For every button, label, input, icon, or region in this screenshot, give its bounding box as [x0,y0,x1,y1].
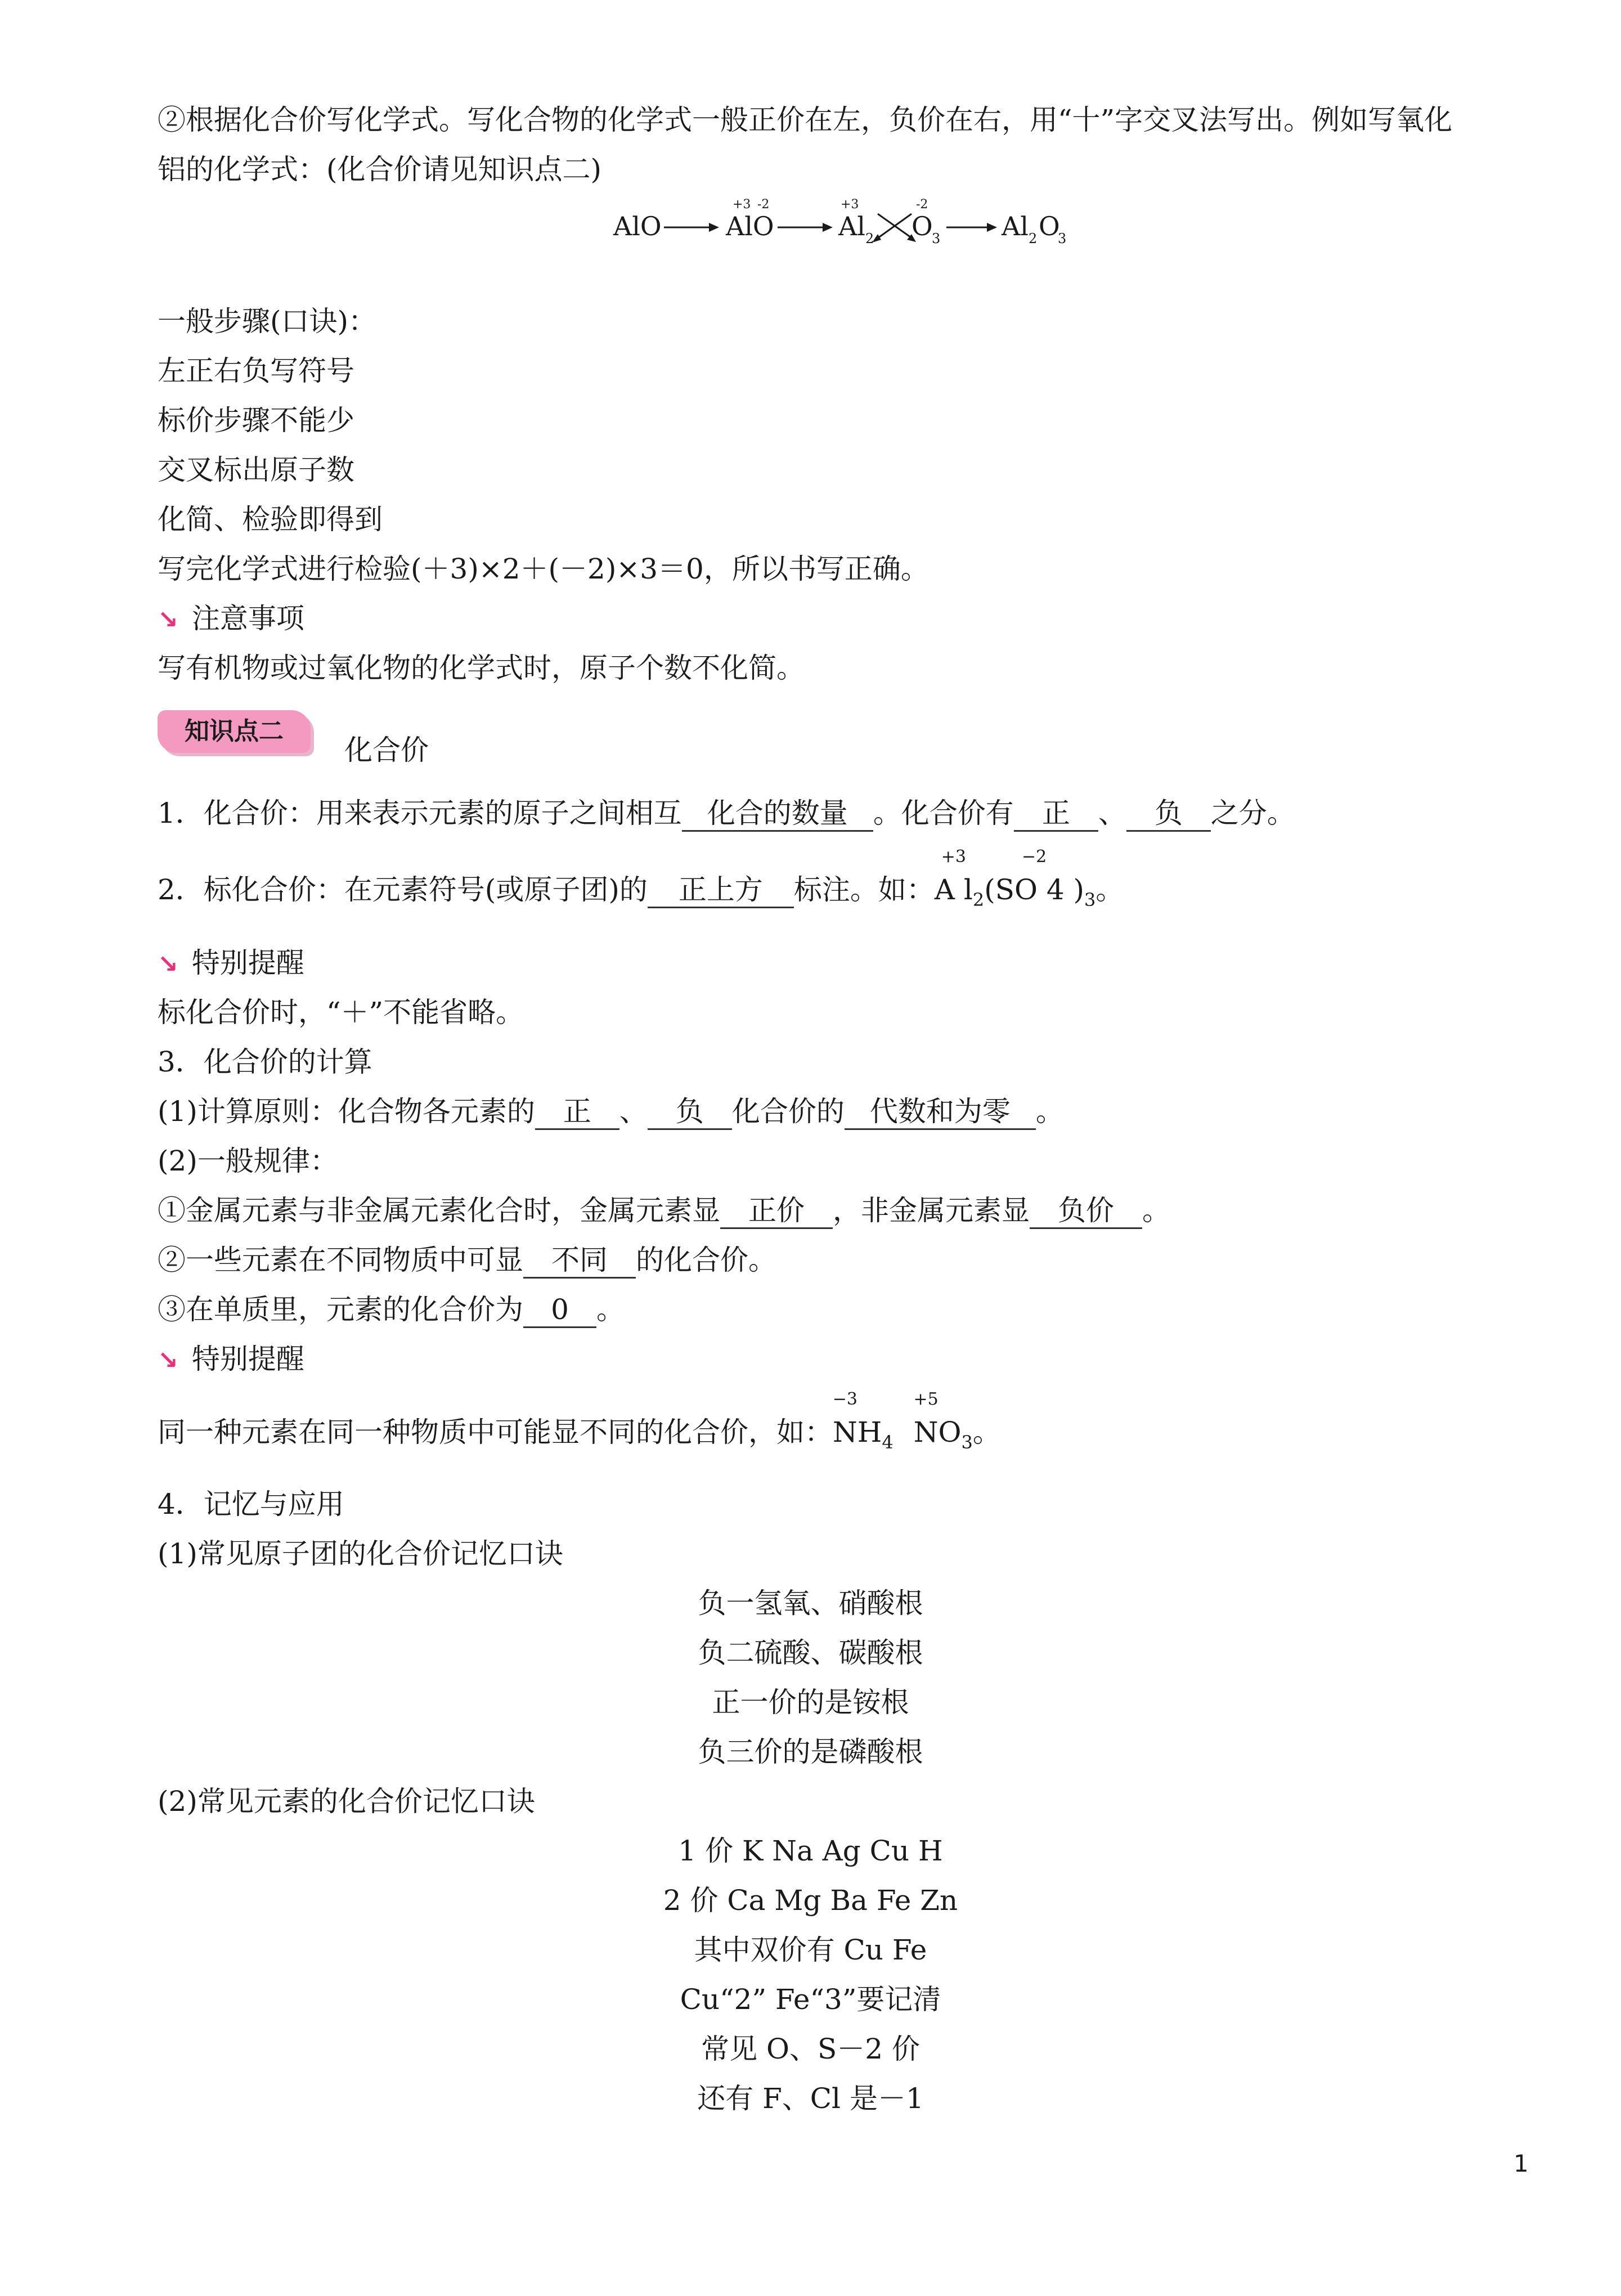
formula-arrowhead-3 [987,223,997,232]
paragraph-1 [158,795,1295,832]
steps-item-4: 化简、检验即得到 [158,503,383,536]
text: 。 [1095,873,1124,906]
answer-blank: 负 [1126,796,1211,832]
text: 。化合价有 [873,797,1014,829]
formula-result-o: O [1039,211,1060,241]
note-title: 特别提醒 [191,1343,304,1375]
text: 。 [596,1293,625,1326]
answer-blank: 正 [1014,796,1098,832]
verse-line: 其中双价有 Cu Fe [694,1934,927,1966]
note-heading [158,944,304,983]
verse-line: 负一氢氧、硝酸根 [698,1587,923,1620]
formula-result-o-sub: 3 [1058,231,1067,246]
text: ①金属元素与非金属元素化合时，金属元素显 [158,1194,720,1227]
answer-blank: 负 [648,1095,732,1130]
formula-arrowhead-1 [709,223,719,232]
rule-1 [158,1093,1064,1130]
subscript: 2 [972,889,985,911]
note-text: 写有机物或过氧化物的化学式时，原子个数不化简。 [158,652,805,684]
verse-line: 正一价的是铵根 [712,1686,909,1719]
text: ③在单质里，元素的化合价为 [158,1293,523,1326]
rule-2: (2)一般规律： [158,1145,338,1177]
valence-mark: +5 [913,1389,939,1409]
verse-line: 还有 F、Cl 是－1 [697,2082,924,2115]
answer-blank: 正上方 [648,873,794,908]
valence-example-so4 [984,847,1085,908]
text: 、 [619,1095,648,1128]
formula-step3-al-valence: +3 [841,198,859,212]
formula-step2-o-valence: -2 [757,198,770,212]
formula-step3-al: Al [838,211,865,241]
valence-mark: −3 [832,1389,857,1409]
symbol: (SO 4 ) [984,873,1085,906]
text: ，非金属元素显 [833,1194,1030,1227]
text: (1)计算原则：化合物各元素的 [158,1095,535,1128]
text: 。 [1035,1095,1064,1128]
note-text: 标化合价时，“＋”不能省略。 [158,996,524,1029]
note-heading [158,1340,304,1379]
symbol: N [913,1416,939,1449]
verse-line: 常见 O、S－2 价 [701,2033,920,2065]
valence-mark: −2 [1021,847,1047,867]
note-title: 特别提醒 [191,947,304,979]
valence-example-al [934,847,973,908]
note-example [158,1389,1001,1461]
formula-step1: AlO [613,211,662,241]
intro-line-1: ②根据化合价写化学式。写化合物的化学式一般正价在左，负价在右，用“十”字交叉法写出。例如写氧化 [158,104,1453,136]
text: 1．化合价：用来表示元素的原子之间相互 [158,797,682,829]
note-title: 注意事项 [191,602,304,635]
steps-item-1: 左正右负写符号 [158,355,354,387]
subheading-2: (2)常见元素的化合价记忆口诀 [158,1785,535,1818]
subscript: 3 [1084,889,1096,911]
intro-line-2: 铝的化学式：(化合价请见知识点二) [158,153,602,186]
verse-line: 2 价 Ca Mg Ba Fe Zn [663,1884,958,1917]
answer-blank: 正价 [720,1194,833,1229]
verse-line: 负二硫酸、碳酸根 [698,1636,923,1669]
text: 、 [1098,797,1126,829]
verse-line: 1 价 K Na Ag Cu H [678,1835,943,1867]
text: ②一些元素在不同物质中可显 [158,1244,523,1276]
text: 。 [972,1416,1001,1449]
text: 的化合价。 [636,1244,776,1276]
formula-step2-al-valence: +3 [733,198,751,212]
valence-n-minus3 [832,1389,857,1451]
text: 。 [1142,1194,1170,1227]
answer-blank: 不同 [523,1243,636,1279]
text: 同一种元素在同一种物质中可能显不同的化合价，如： [158,1416,833,1449]
formula-result-al: Al [1002,211,1029,241]
formula-step3-o-valence: -2 [916,198,928,212]
text: 标注。如： [793,873,935,906]
subscript: 4 [882,1432,893,1453]
answer-blank: 代数和为零 [845,1095,1036,1130]
answer-blank: 0 [523,1293,596,1328]
answer-blank: 化合的数量 [682,796,873,832]
formula-cross-line-1 [875,214,911,240]
paragraph-4-title: 4．记忆与应用 [158,1488,344,1521]
pink-arrow-icon: ↘ [158,1346,178,1375]
text: 之分。 [1210,797,1295,829]
answer-blank: 负价 [1030,1194,1142,1229]
rule-b [158,1241,776,1279]
section-badge: 知识点二 [158,710,311,753]
paragraph-3-title: 3．化合价的计算 [158,1046,372,1078]
formula-result-al-sub: 2 [1029,231,1038,246]
verse-line: Cu“2” Fe“3”要记清 [680,1983,941,2016]
formula-arrowhead-2 [823,223,833,232]
note-heading [158,600,304,639]
subscript: 3 [961,1432,973,1453]
answer-blank: 正 [535,1095,619,1130]
valence-mark: +3 [941,847,966,867]
formula-step2: AlO [726,211,774,241]
formula-derivation [613,191,1067,253]
steps-item-2: 标价步骤不能少 [158,404,354,437]
rule-c [158,1291,625,1328]
page-number: 1 [1514,2150,1529,2177]
section-title: 化合价 [344,734,429,766]
steps-title: 一般步骤(口诀)： [158,305,377,338]
rule-a [158,1192,1170,1229]
verse-line: 负三价的是磷酸根 [698,1736,923,1768]
symbol: N [833,1416,857,1449]
symbol: A l [934,873,973,906]
pink-arrow-icon: ↘ [158,606,178,634]
steps-item-3: 交叉标出原子数 [158,454,354,486]
text: 2．标化合价：在元素符号(或原子团)的 [158,873,648,906]
paragraph-2 [158,847,1124,918]
subheading-1: (1)常见原子团的化合价记忆口诀 [158,1537,563,1570]
formula-step3-o-sub: 3 [932,231,941,246]
symbol: O [938,1416,962,1449]
valence-n-plus5 [913,1389,939,1451]
steps-check: 写完化学式进行检验(＋3)×2＋(－2)×3＝0，所以书写正确。 [158,553,929,585]
formula-step3-al-sub: 2 [865,231,874,246]
formula-step3-o: O [911,211,933,241]
pink-arrow-icon: ↘ [158,950,178,979]
text: 化合价的 [731,1095,845,1128]
symbol: H [857,1416,882,1449]
